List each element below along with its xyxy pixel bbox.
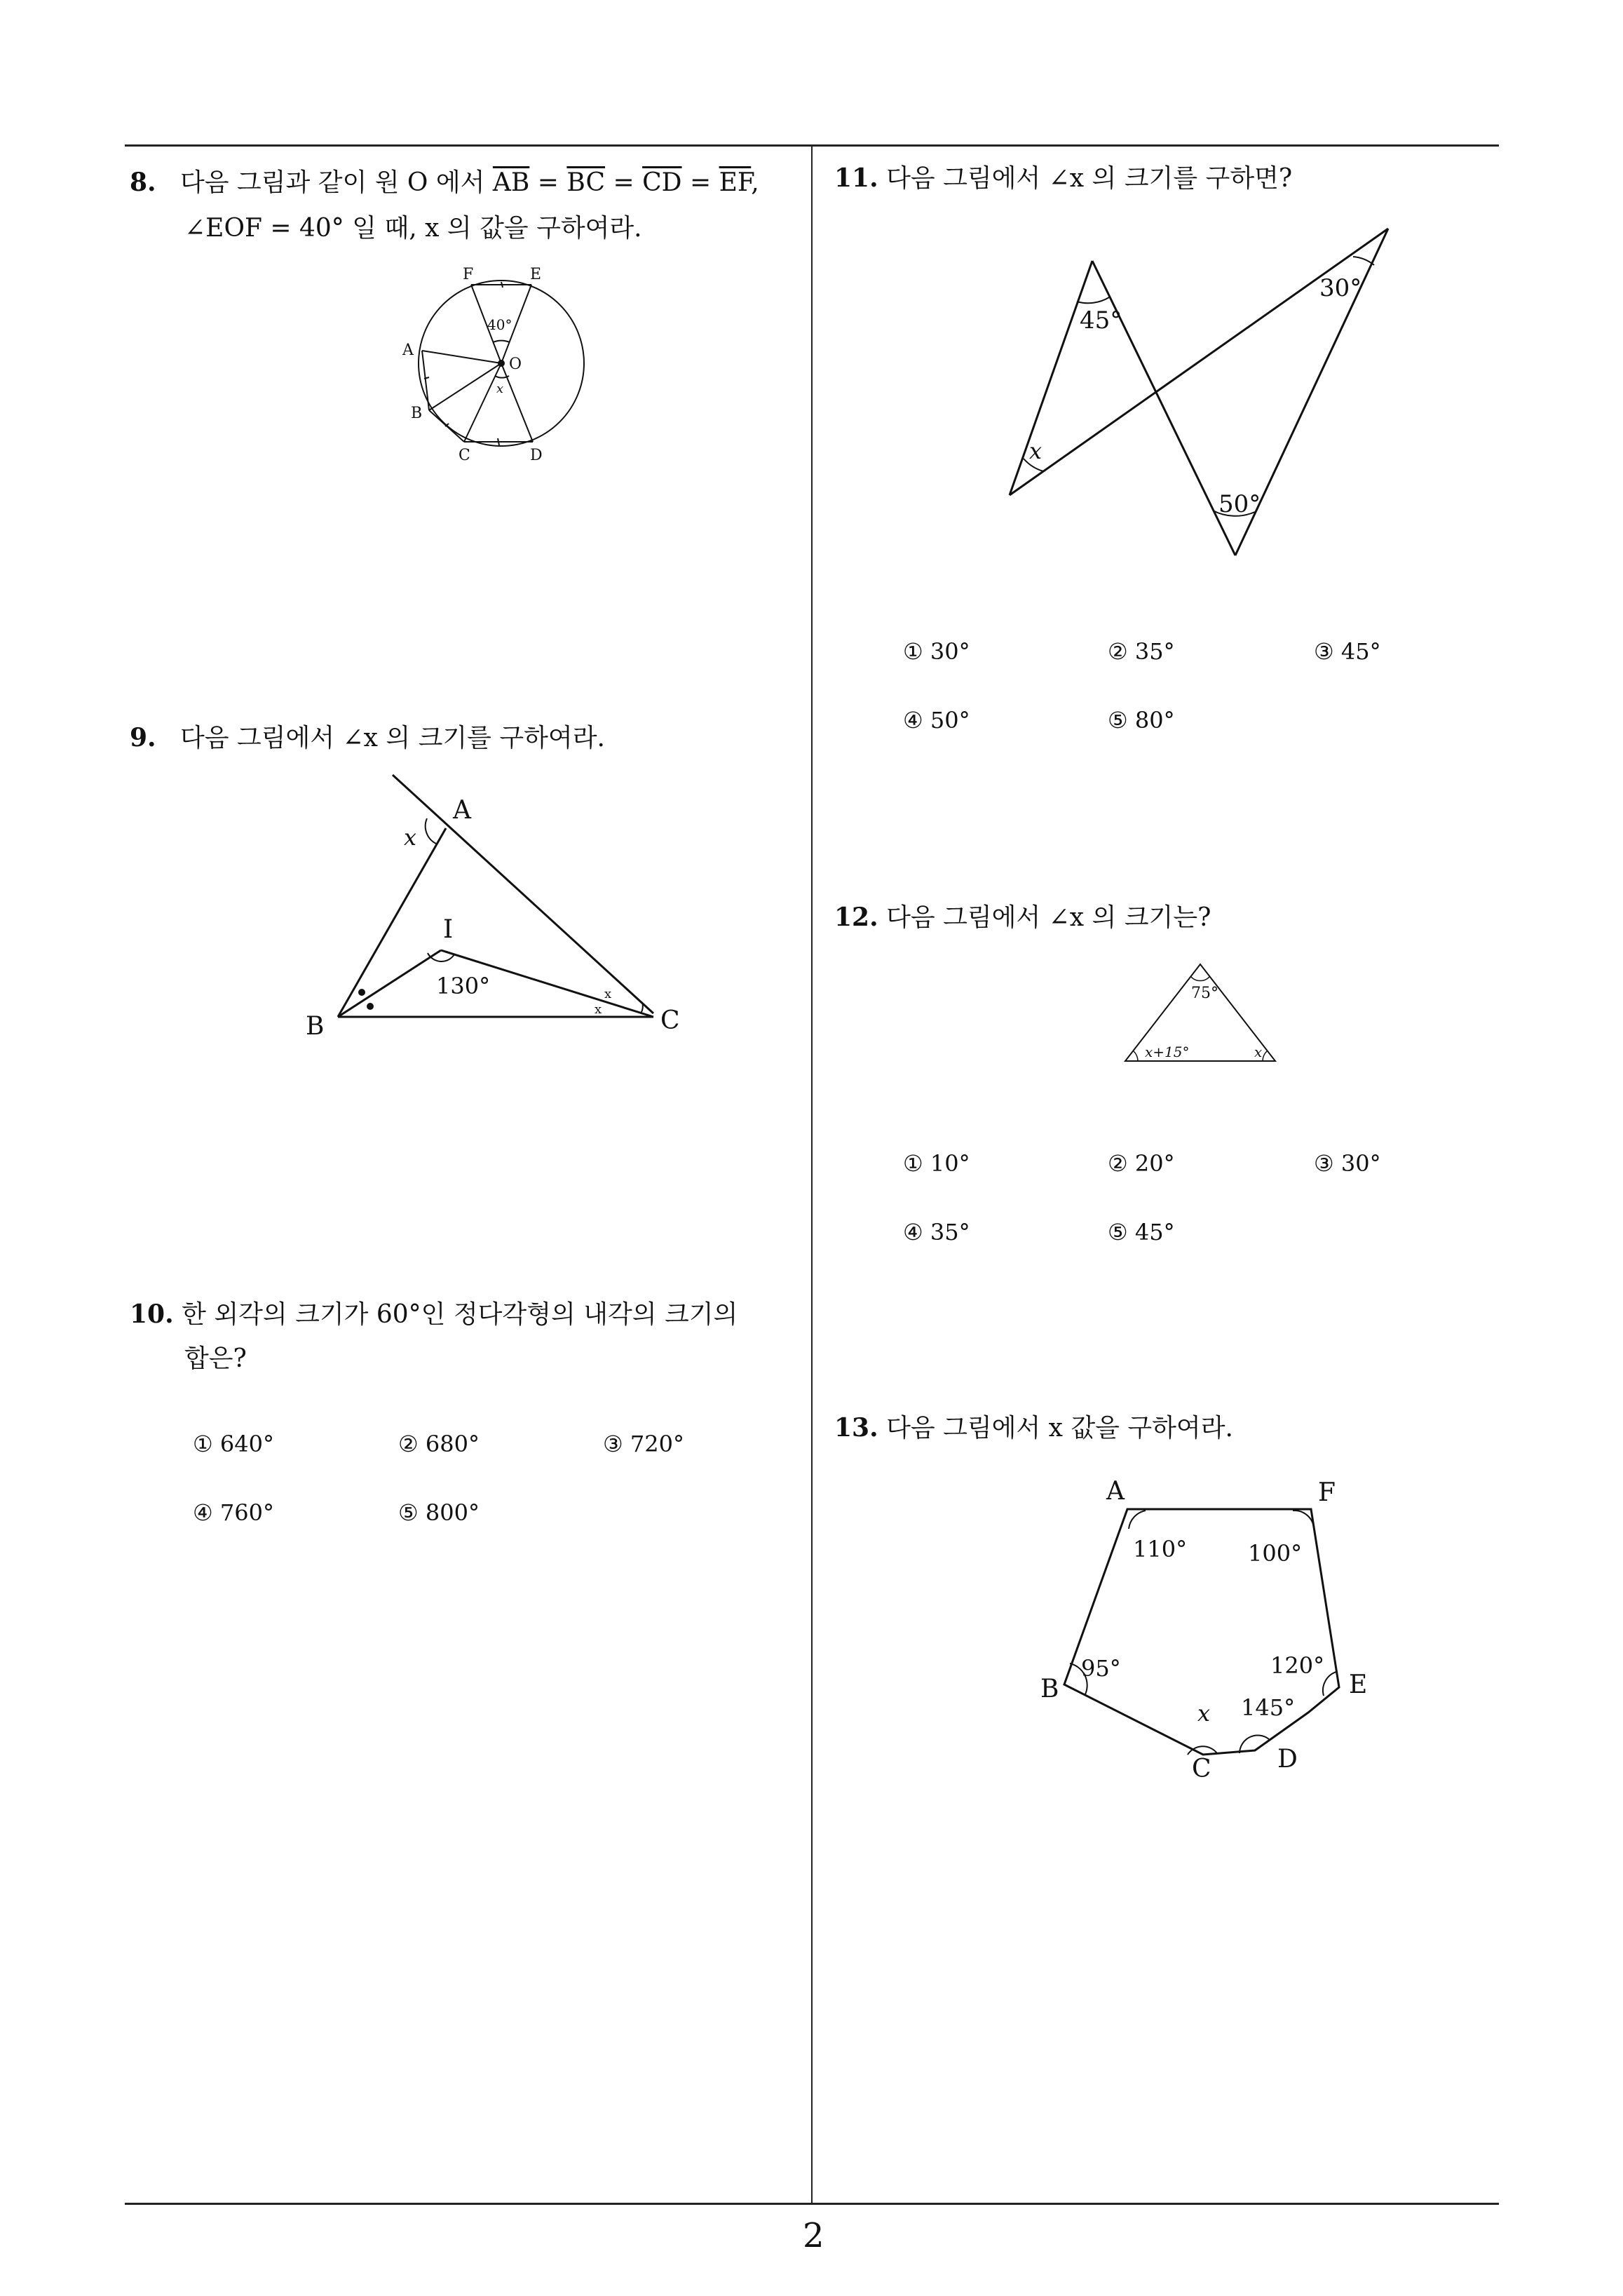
q9-number: 9. <box>130 723 156 752</box>
q12-line <box>834 900 1211 935</box>
q13-label-b: B <box>1040 1675 1059 1703</box>
q8-text-prefix: 다음 그림과 같이 원 O 에서 <box>179 168 493 197</box>
q11-choice-3[interactable]: ③ 45° <box>1314 638 1381 665</box>
q13-label-a: A <box>1106 1477 1125 1506</box>
page-number: 2 <box>803 2216 824 2255</box>
q12-label-right: x <box>1254 1044 1263 1060</box>
q10-choice-1[interactable]: ① 640° <box>193 1431 274 1457</box>
q13-label-af: 100° <box>1248 1540 1303 1567</box>
q9-mark-x2: x <box>595 1002 602 1017</box>
q8-seg-bc: $\overline{BC}$ <box>566 168 606 197</box>
q8-circle-figure <box>393 266 596 470</box>
q13-label-d: D <box>1277 1745 1298 1774</box>
q12-text: 다음 그림에서 ∠x 의 크기는? <box>886 903 1211 932</box>
q8-seg-cd: $\overline{CD}$ <box>642 168 682 197</box>
q11-line <box>834 161 1292 196</box>
q11-choice-2[interactable]: ② 35° <box>1108 638 1175 665</box>
q13-text: 다음 그림에서 x 값을 구하여라. <box>886 1414 1233 1443</box>
q8-seg-ef: $\overline{EF}$ <box>719 168 752 197</box>
q13-label-e: E <box>1349 1670 1368 1699</box>
q12-choice-4[interactable]: ④ 35° <box>903 1219 970 1245</box>
q12-number: 12. <box>834 903 878 932</box>
q13-label-x: x <box>1197 1700 1211 1727</box>
q13-figure <box>1031 1473 1395 1781</box>
q13-label-aa: 110° <box>1133 1536 1188 1562</box>
q12-choice-1[interactable]: ① 10° <box>903 1150 970 1177</box>
q13-number: 13. <box>834 1413 878 1443</box>
q10-choice-2[interactable]: ② 680° <box>398 1431 480 1457</box>
q8-label-f: F <box>463 266 474 283</box>
q10-choice-3[interactable]: ③ 720° <box>603 1431 684 1457</box>
q11-label-30: 30° <box>1319 274 1362 302</box>
q9-text: 다음 그림에서 ∠x 의 크기를 구하여라. <box>179 724 605 752</box>
q8-line1: 8. 다음 그림과 같이 원 O 에서 $\overline{AB} = \overline{BC} = \overline{CD} = \overline{EF}$, <box>130 168 759 197</box>
q9-label-angle: 130° <box>436 973 491 999</box>
q13-line <box>834 1411 1233 1445</box>
q8-number: 8. <box>130 168 156 197</box>
q11-text: 다음 그림에서 ∠x 의 크기를 구하면? <box>886 164 1293 193</box>
q11-figure <box>1010 223 1402 567</box>
q8-label-b: B <box>411 405 423 422</box>
q10-number: 10. <box>130 1299 174 1329</box>
q8-label-angle: 40° <box>487 316 512 333</box>
q12-choice-3[interactable]: ③ 30° <box>1314 1150 1381 1177</box>
q11-choice-4[interactable]: ④ 50° <box>903 707 970 734</box>
q9-label-b: B <box>306 1012 325 1041</box>
q11-label-45: 45° <box>1080 306 1122 335</box>
q8-label-o: O <box>509 356 522 373</box>
q9-label-i: I <box>443 915 454 944</box>
q10-choice-5[interactable]: ⑤ 800° <box>398 1499 480 1526</box>
q10-line1 <box>130 1297 738 1332</box>
q11-number: 11. <box>834 163 878 193</box>
q10-text-line1: 한 외각의 크기가 60°인 정다각형의 내각의 크기의 <box>182 1300 738 1329</box>
q12-label-top: 75° <box>1191 985 1218 1002</box>
q12-label-left: x+15° <box>1145 1044 1190 1060</box>
q9-label-a: A <box>453 796 471 825</box>
q9-triangle-figure <box>294 775 715 1048</box>
q8-seg-ab: $\overline{AB}$ <box>492 168 530 197</box>
q10-choice-4[interactable]: ④ 760° <box>193 1499 274 1526</box>
q13-label-f: F <box>1318 1478 1336 1507</box>
q13-label-c: C <box>1192 1755 1211 1783</box>
q8-label-x: x <box>496 381 504 396</box>
q11-choice-5[interactable]: ⑤ 80° <box>1108 707 1175 734</box>
q13-label-ae: 120° <box>1270 1652 1325 1679</box>
q8-label-d: D <box>530 447 543 464</box>
q8-line2: ∠EOF = 40° 일 때, x 의 값을 구하여라. <box>184 214 642 243</box>
q9-line <box>130 721 605 755</box>
q8-label-e: E <box>530 266 542 283</box>
bottom-rule <box>125 2203 1499 2205</box>
q13-label-ad: 145° <box>1241 1694 1296 1721</box>
q8-label-c: C <box>459 447 470 464</box>
q11-choice-1[interactable]: ① 30° <box>903 638 970 665</box>
q11-label-x: x <box>1029 438 1043 464</box>
q10-line2: 합은? <box>184 1344 247 1373</box>
q9-mark-x1: x <box>604 987 612 1001</box>
q12-choice-2[interactable]: ② 20° <box>1108 1150 1175 1177</box>
q9-label-c: C <box>660 1006 680 1035</box>
q9-label-x: x <box>404 824 417 851</box>
q12-choice-5[interactable]: ⑤ 45° <box>1108 1219 1175 1245</box>
q8-label-a: A <box>402 342 414 359</box>
q13-label-ab: 95° <box>1081 1655 1121 1682</box>
q11-label-50: 50° <box>1218 490 1261 518</box>
q12-figure <box>1125 964 1279 1062</box>
column-divider <box>811 144 813 2204</box>
